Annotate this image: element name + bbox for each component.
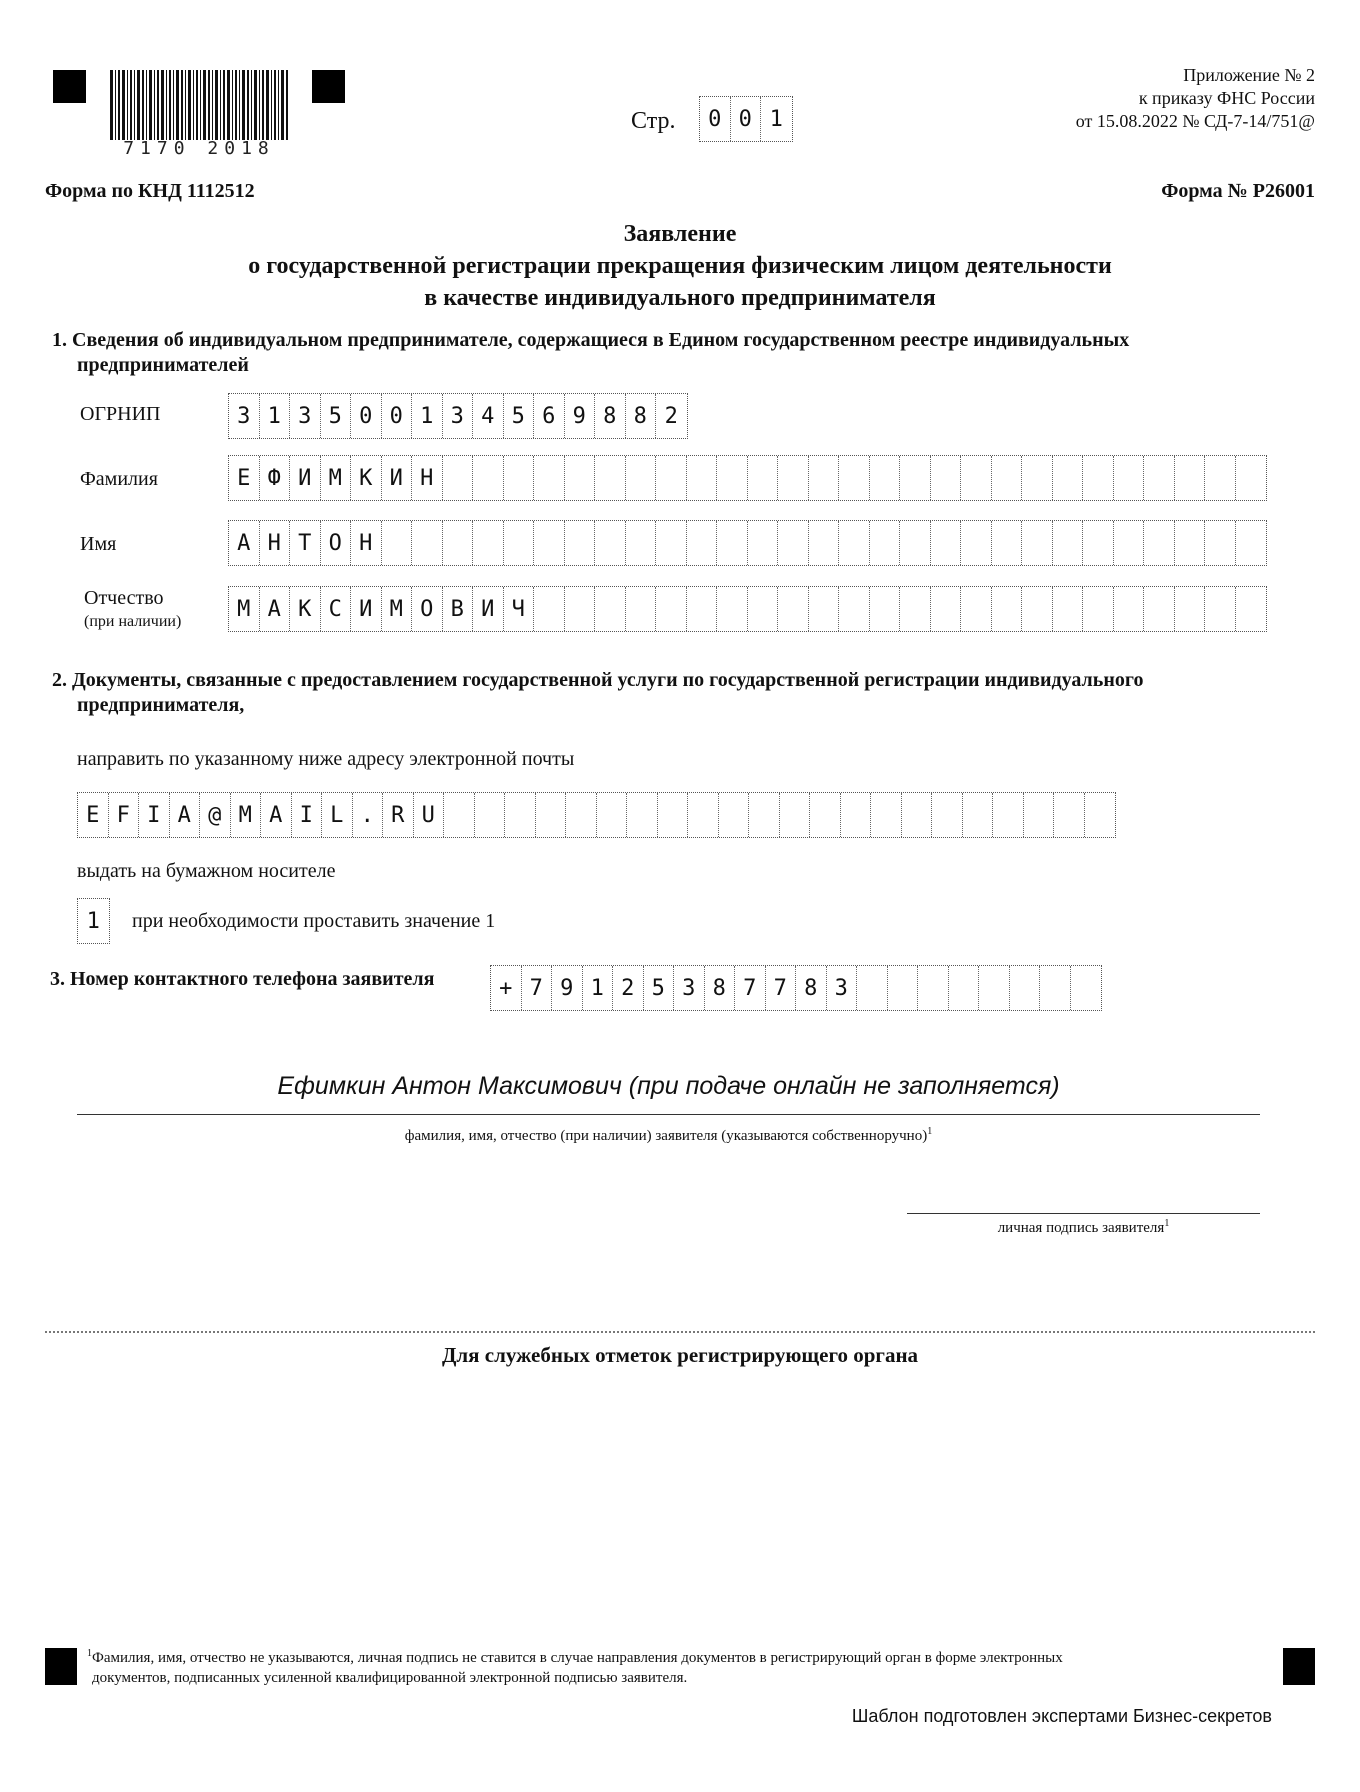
character-cell: 3	[443, 394, 474, 438]
character-cell	[1175, 456, 1206, 500]
character-cell	[931, 456, 962, 500]
footnote	[87, 1644, 1267, 1688]
character-cell	[505, 793, 536, 837]
character-cell: К	[290, 587, 321, 631]
title-line-3: в качестве индивидуального предпринимателя	[424, 285, 936, 311]
footnote-line-1	[87, 1644, 1267, 1668]
character-cell: 3	[674, 966, 705, 1010]
character-cell: 9	[552, 966, 583, 1010]
character-cell	[1053, 587, 1084, 631]
character-cell	[443, 521, 474, 565]
template-credit: Шаблон подготовлен экспертами Бизнес-секретов	[851, 1706, 1272, 1726]
character-cell: 0	[731, 97, 762, 141]
character-cell: Ч	[504, 587, 535, 631]
official-use-heading: Для служебных отметок регистрирующего органа	[441, 1343, 919, 1367]
character-cell: @	[200, 793, 231, 837]
character-cell	[932, 793, 963, 837]
character-cell	[1205, 587, 1236, 631]
patronymic-field[interactable]	[228, 586, 1267, 632]
character-cell	[1144, 587, 1175, 631]
section-2-heading-line-2: предпринимателя,	[77, 694, 245, 716]
character-cell	[870, 521, 901, 565]
character-cell: А	[260, 587, 291, 631]
character-cell	[1083, 456, 1114, 500]
character-cell	[656, 587, 687, 631]
character-cell: I	[292, 793, 323, 837]
character-cell	[473, 521, 504, 565]
character-cell	[1114, 587, 1145, 631]
character-cell: 5	[321, 394, 352, 438]
character-cell	[992, 587, 1023, 631]
character-cell	[961, 456, 992, 500]
character-cell: 7	[522, 966, 553, 1010]
character-cell: О	[412, 587, 443, 631]
character-cell	[961, 521, 992, 565]
character-cell	[931, 521, 962, 565]
ogrnip-label: ОГРНИП	[80, 403, 161, 425]
signature-caption	[907, 1218, 1260, 1237]
character-cell	[810, 793, 841, 837]
character-cell: Е	[229, 456, 260, 500]
character-cell	[656, 521, 687, 565]
character-cell: 0	[351, 394, 382, 438]
character-cell: 5	[644, 966, 675, 1010]
character-cell: 6	[534, 394, 565, 438]
character-cell: 8	[796, 966, 827, 1010]
character-cell	[534, 456, 565, 500]
character-cell	[626, 456, 657, 500]
character-cell	[688, 793, 719, 837]
character-cell: 8	[705, 966, 736, 1010]
character-cell: 7	[766, 966, 797, 1010]
character-cell: 1	[86, 908, 100, 934]
character-cell: E	[78, 793, 109, 837]
page-number-field[interactable]	[699, 96, 793, 142]
character-cell: .	[353, 793, 384, 837]
footnote-mark: 1	[87, 1648, 92, 1659]
character-cell: M	[231, 793, 262, 837]
character-cell	[536, 793, 567, 837]
character-cell	[656, 456, 687, 500]
character-cell	[1236, 587, 1267, 631]
title-line-2: о государственной регистрации прекращения физическим лицом деятельности	[248, 253, 1112, 279]
character-cell	[1022, 587, 1053, 631]
name-label: Имя	[80, 533, 117, 555]
character-cell	[902, 793, 933, 837]
character-cell	[597, 793, 628, 837]
character-cell: М	[321, 456, 352, 500]
character-cell	[931, 587, 962, 631]
character-cell	[1236, 521, 1267, 565]
character-cell	[870, 587, 901, 631]
character-cell	[963, 793, 994, 837]
character-cell: 2	[613, 966, 644, 1010]
character-cell	[900, 521, 931, 565]
section-3-heading: 3. Номер контактного телефона заявителя	[50, 968, 435, 990]
barcode-number: 7170 2018	[123, 138, 275, 159]
character-cell	[595, 521, 626, 565]
character-cell	[841, 793, 872, 837]
character-cell	[888, 966, 919, 1010]
surname-field[interactable]	[228, 455, 1267, 501]
character-cell	[566, 793, 597, 837]
character-cell	[900, 587, 931, 631]
character-cell	[979, 966, 1010, 1010]
character-cell	[780, 793, 811, 837]
character-cell: 4	[473, 394, 504, 438]
character-cell: И	[473, 587, 504, 631]
character-cell	[992, 456, 1023, 500]
character-cell: 3	[290, 394, 321, 438]
character-cell: Н	[351, 521, 382, 565]
character-cell	[412, 521, 443, 565]
patronymic-note: (при наличии)	[84, 613, 182, 630]
character-cell	[918, 966, 949, 1010]
character-cell	[900, 456, 931, 500]
character-cell	[949, 966, 980, 1010]
character-cell: 2	[664, 403, 678, 429]
character-cell	[809, 587, 840, 631]
character-cell	[626, 521, 657, 565]
character-cell: U	[414, 793, 445, 837]
patronymic-label: Отчество	[84, 587, 164, 609]
section-1-heading-line-2: предпринимателей	[77, 354, 249, 376]
barcode-image	[110, 70, 288, 140]
character-cell	[1053, 456, 1084, 500]
title-line-1: Заявление	[623, 221, 737, 247]
character-cell	[1083, 521, 1114, 565]
email-field[interactable]	[77, 792, 1116, 838]
character-cell	[839, 521, 870, 565]
ogrnip-field[interactable]	[228, 393, 688, 439]
character-cell	[809, 521, 840, 565]
character-cell: И	[290, 456, 321, 500]
name-caption	[77, 1126, 1260, 1145]
character-cell: 3	[827, 966, 858, 1010]
character-cell	[1024, 793, 1055, 837]
signature-caption-footnote-mark: 1	[1164, 1218, 1170, 1229]
character-cell: В	[443, 587, 474, 631]
character-cell: 1	[583, 966, 614, 1010]
section-1-heading	[52, 328, 1129, 378]
character-cell: А	[229, 521, 260, 565]
character-cell	[1144, 521, 1175, 565]
appendix-reference	[1076, 64, 1315, 133]
character-cell	[443, 456, 474, 500]
applicant-full-name[interactable]: Ефимкин Антон Максимович (при подаче онлайн не заполняется)	[277, 1072, 1060, 1100]
character-cell	[1053, 521, 1084, 565]
character-cell	[382, 521, 413, 565]
character-cell: И	[382, 456, 413, 500]
character-cell	[1205, 521, 1236, 565]
character-cell	[719, 793, 750, 837]
character-cell	[1022, 521, 1053, 565]
footnote-text-line-2: документов, подписанных усиленной квалифицированной электронной подписью заявителя.	[92, 1670, 688, 1686]
form-number: Форма № Р26001	[1161, 180, 1315, 202]
character-cell: К	[351, 456, 382, 500]
character-cell	[717, 456, 748, 500]
character-cell: 1	[412, 394, 443, 438]
character-cell	[871, 793, 902, 837]
character-cell	[809, 456, 840, 500]
character-cell: 0	[700, 97, 731, 141]
character-cell	[658, 793, 689, 837]
character-cell: 5	[504, 394, 535, 438]
character-cell	[1083, 587, 1114, 631]
character-cell: О	[321, 521, 352, 565]
character-cell: И	[351, 587, 382, 631]
appendix-line-3: от 15.08.2022 № СД-7-14/751@	[1075, 111, 1315, 131]
character-cell	[839, 587, 870, 631]
character-cell	[748, 587, 779, 631]
character-cell	[473, 456, 504, 500]
character-cell	[1205, 456, 1236, 500]
name-caption-text: фамилия, имя, отчество (при наличии) заявителя (указываются собственноручно)	[404, 1128, 928, 1144]
character-cell	[475, 793, 506, 837]
character-cell	[717, 521, 748, 565]
character-cell: A	[170, 793, 201, 837]
character-cell: Ф	[260, 456, 291, 500]
character-cell: М	[382, 587, 413, 631]
appendix-line-1: Приложение № 2	[1183, 65, 1315, 85]
character-cell: М	[229, 587, 260, 631]
corner-marker-top-right	[312, 70, 345, 103]
appendix-line-2: к приказу ФНС России	[1138, 88, 1315, 108]
character-cell: A	[261, 793, 292, 837]
character-cell	[565, 456, 596, 500]
character-cell: 7	[735, 966, 766, 1010]
character-cell	[1040, 966, 1071, 1010]
section-1-heading-line-1: 1. Сведения об индивидуальном предпринимателе, содержащиеся в Едином государственном реестре индивидуальных	[52, 329, 1130, 351]
page-label: Стр.	[631, 108, 676, 134]
paper-hint: при необходимости проставить значение 1	[132, 910, 496, 932]
corner-marker-bottom-right	[1283, 1648, 1315, 1685]
character-cell	[565, 587, 596, 631]
character-cell	[504, 521, 535, 565]
character-cell: С	[321, 587, 352, 631]
character-cell	[839, 456, 870, 500]
signature-caption-text: личная подпись заявителя	[997, 1220, 1165, 1236]
dotted-separator	[45, 1331, 1315, 1333]
character-cell	[687, 456, 718, 500]
character-cell	[1010, 966, 1041, 1010]
character-cell: Н	[260, 521, 291, 565]
character-cell: Т	[290, 521, 321, 565]
character-cell	[627, 793, 658, 837]
corner-marker-top-left	[53, 70, 86, 103]
character-cell	[504, 456, 535, 500]
character-cell	[687, 587, 718, 631]
character-cell: L	[322, 793, 353, 837]
name-signature-line	[77, 1114, 1260, 1115]
email-caption: направить по указанному ниже адресу электронной почты	[77, 748, 575, 770]
character-cell: 3	[229, 394, 260, 438]
character-cell: I	[139, 793, 170, 837]
character-cell	[961, 587, 992, 631]
footnote-text-line-1: Фамилия, имя, отчество не указываются, личная подпись не ставится в случае направления документов в регистрирующий орган в форме электронных	[92, 1650, 1063, 1666]
character-cell	[1144, 456, 1175, 500]
character-cell	[444, 793, 475, 837]
form-knd-code: Форма по КНД 1112512	[45, 180, 255, 202]
character-cell	[626, 587, 657, 631]
name-field[interactable]	[228, 520, 1267, 566]
character-cell	[778, 521, 809, 565]
name-caption-footnote-mark: 1	[927, 1126, 933, 1137]
character-cell: 1	[769, 106, 783, 132]
character-cell: 8	[626, 394, 657, 438]
character-cell	[687, 521, 718, 565]
character-cell	[595, 456, 626, 500]
character-cell	[857, 966, 888, 1010]
character-cell	[748, 456, 779, 500]
character-cell	[1071, 966, 1102, 1010]
section-2-heading-line-1: 2. Документы, связанные с предоставлением государственной услуги по государственной регистрации индивидуального	[52, 669, 1144, 691]
character-cell: R	[383, 793, 414, 837]
character-cell	[1114, 521, 1145, 565]
character-cell	[565, 521, 596, 565]
character-cell	[778, 587, 809, 631]
character-cell: Н	[412, 456, 443, 500]
surname-label: Фамилия	[80, 468, 158, 490]
character-cell	[1114, 456, 1145, 500]
character-cell	[1175, 587, 1206, 631]
character-cell	[1236, 456, 1267, 500]
phone-field[interactable]	[490, 965, 1102, 1011]
document-title	[0, 218, 1360, 314]
personal-signature-line	[907, 1213, 1260, 1214]
character-cell	[993, 793, 1024, 837]
character-cell: 8	[595, 394, 626, 438]
character-cell: +	[491, 966, 522, 1010]
character-cell	[1022, 456, 1053, 500]
character-cell	[1175, 521, 1206, 565]
character-cell	[717, 587, 748, 631]
character-cell	[778, 456, 809, 500]
character-cell: 9	[565, 394, 596, 438]
character-cell	[749, 793, 780, 837]
character-cell	[595, 587, 626, 631]
character-cell	[748, 521, 779, 565]
character-cell	[534, 587, 565, 631]
character-cell	[1085, 793, 1116, 837]
character-cell	[534, 521, 565, 565]
corner-marker-bottom-left	[45, 1648, 77, 1685]
character-cell	[992, 521, 1023, 565]
character-cell: F	[109, 793, 140, 837]
character-cell	[1054, 793, 1085, 837]
paper-checkbox-field[interactable]	[77, 898, 110, 944]
section-2-heading	[52, 668, 1143, 718]
character-cell: 1	[260, 394, 291, 438]
character-cell	[870, 456, 901, 500]
character-cell: 0	[382, 394, 413, 438]
paper-caption: выдать на бумажном носителе	[77, 860, 336, 882]
